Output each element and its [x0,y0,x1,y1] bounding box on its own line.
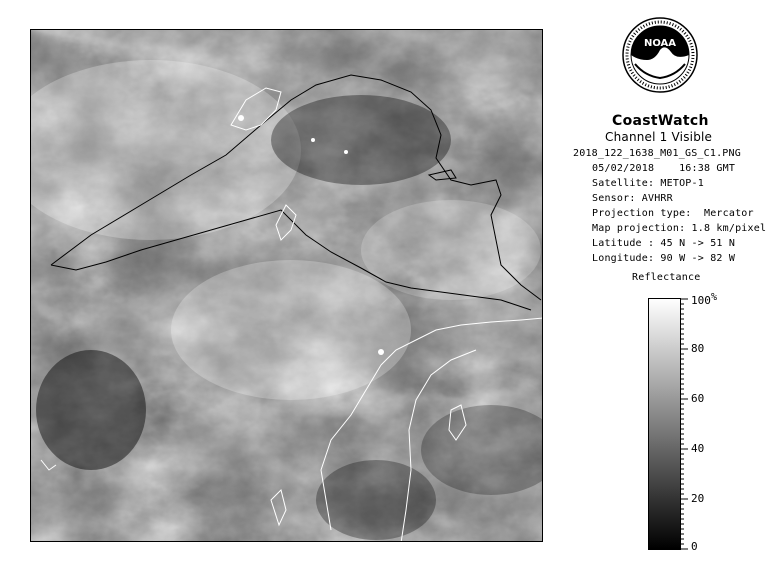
product-title: CoastWatch [612,113,709,129]
colorbar-tick-80: 80 [691,342,705,355]
colorbar-unit: % [711,292,718,303]
projection-type: Projection type: Mercator [592,208,754,219]
reflectance-colorbar [648,298,681,550]
satellite-label: Satellite: METOP-1 [592,178,704,189]
cloud-imagery [31,30,543,542]
satellite-image [30,29,543,542]
noaa-seal-icon [621,16,699,94]
colorbar-ticks [681,292,721,553]
noaa-logo-text: NOAA [643,38,677,49]
longitude-range: Longitude: 90 W -> 82 W [592,253,736,264]
noaa-logo [621,16,699,94]
colorbar-tick-marks [681,298,721,550]
sensor-label: Sensor: AVHRR [592,193,673,204]
colorbar-tick-100: 100 [691,294,711,307]
colorbar-tick-60: 60 [691,392,705,405]
colorbar-tick-40: 40 [691,442,705,455]
date-time: 05/02/2018 16:38 GMT [592,163,736,174]
latitude-range: Latitude : 45 N -> 51 N [592,238,736,249]
colorbar-label: Reflectance [632,272,701,283]
file-name: 2018_122_1638_M01_GS_C1.PNG [573,148,741,159]
map-projection: Map projection: 1.8 km/pixel [592,223,767,234]
colorbar-tick-0: 0 [691,540,698,553]
channel-label: Channel 1 Visible [605,130,713,144]
colorbar-tick-20: 20 [691,492,705,505]
